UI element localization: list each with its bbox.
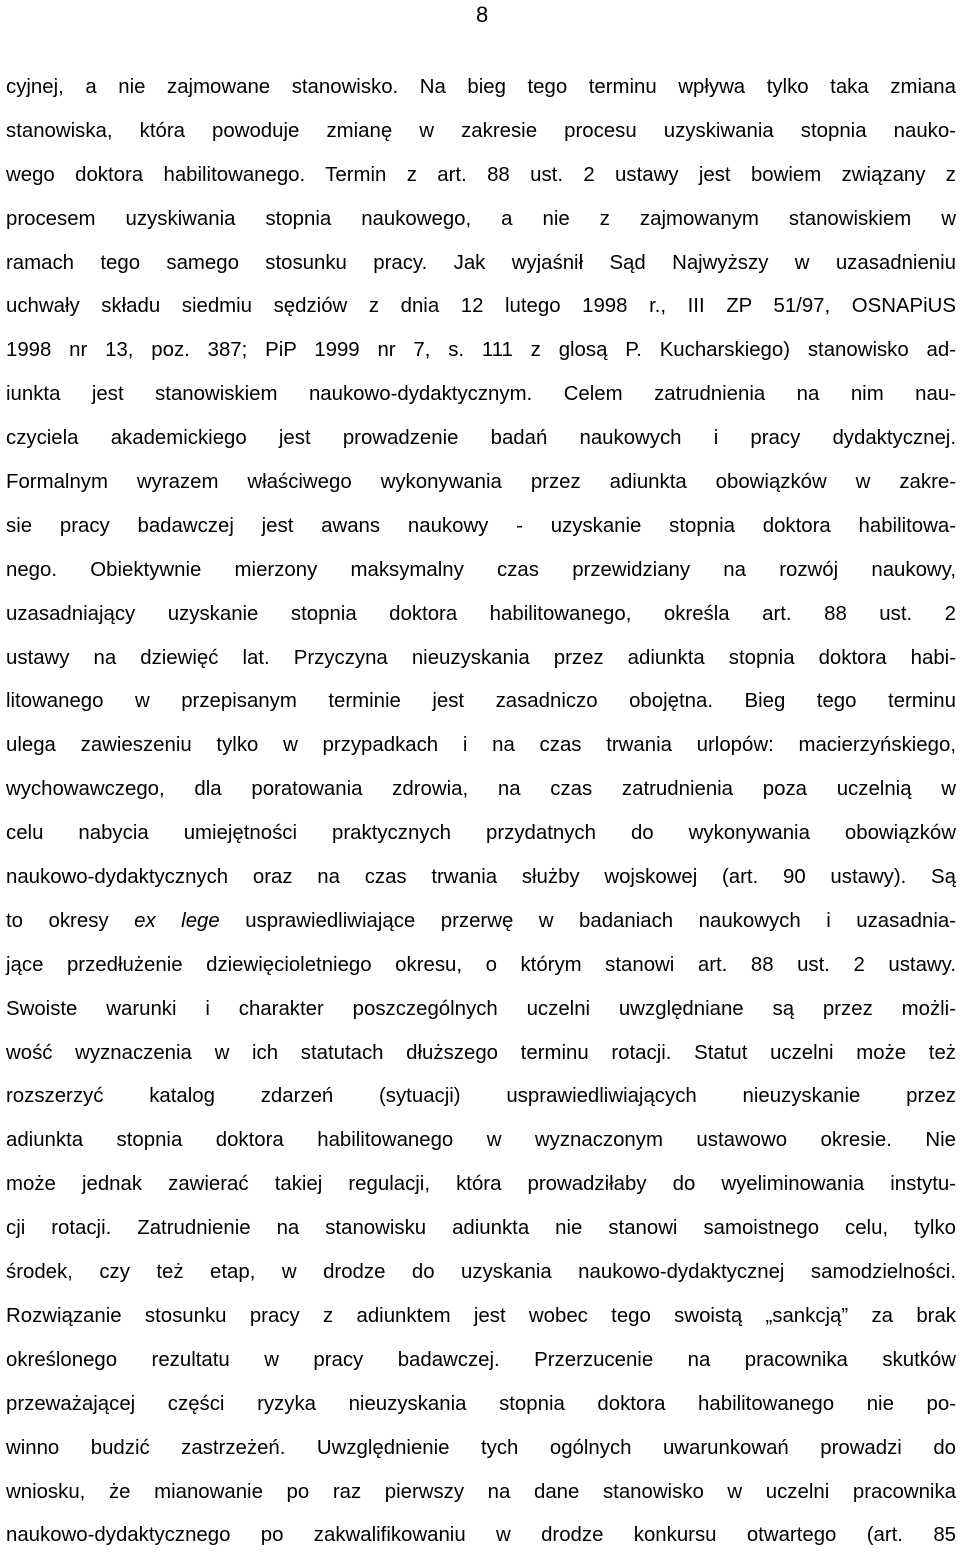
text-line: przeważającej części ryzyka nieuzyskania stopnia doktora habilitowanego nie po- bbox=[6, 1392, 956, 1415]
text-line: określonego rezultatu w pracy badawczej. Przerzucenie na pracownika skutków bbox=[6, 1348, 956, 1371]
text-fragment: usprawiedliwiające przerwę w badaniach naukowych i uzasadnia- bbox=[219, 909, 956, 932]
text-line: litowanego w przepisanym terminie jest zasadniczo obojętna. Bieg tego terminu bbox=[6, 690, 956, 713]
page-number: 8 bbox=[476, 2, 489, 27]
text-line bbox=[6, 900, 956, 944]
text-line: naukowo-dydaktycznych oraz na czas trwania służby wojskowej (art. 90 ustawy). Są bbox=[6, 866, 956, 889]
text-line: 1998 nr 13, poz. 387; PiP 1999 nr 7, s. 111 z glosą P. Kucharskiego) stanowisko ad- bbox=[6, 339, 956, 362]
text-line: uchwały składu siedmiu sędziów z dnia 12 lutego 1998 r., III ZP 51/97, OSNAPiUS bbox=[6, 295, 956, 318]
text-fragment: to okresy bbox=[6, 909, 135, 932]
text-line: Swoiste warunki i charakter poszczególnych uczelni uwzględniane są przez możli- bbox=[6, 997, 956, 1020]
text-line: może jednak zawierać takiej regulacji, która prowadziłaby do wyeliminowania instytu- bbox=[6, 1173, 956, 1196]
text-line: wniosku, że mianowanie po raz pierwszy na dane stanowisko w uczelni pracownika bbox=[6, 1480, 956, 1503]
text-line: sie pracy badawczej jest awans naukowy - uzyskanie stopnia doktora habilitowa- bbox=[6, 514, 956, 537]
text-line: wychowawczego, dla poratowania zdrowia, na czas zatrudnienia poza uczelnią w bbox=[6, 778, 956, 801]
text-line: Formalnym wyrazem właściwego wykonywania przez adiunkta obowiązków w zakre- bbox=[6, 471, 956, 494]
text-line: winno budzić zastrzeżeń. Uwzględnienie tych ogólnych uwarunkowań prowadzi do bbox=[6, 1436, 956, 1459]
text-line: uzasadniający uzyskanie stopnia doktora habilitowanego, określa art. 88 ust. 2 bbox=[6, 602, 956, 625]
text-line: stanowiska, która powoduje zmianę w zakresie procesu uzyskiwania stopnia nauko- bbox=[6, 119, 956, 142]
text-line: środek, czy też etap, w drodze do uzyskania naukowo-dydaktycznej samodzielności. bbox=[6, 1261, 956, 1284]
text-line: ustawy na dziewięć lat. Przyczyna nieuzyskania przez adiunkta stopnia doktora habi- bbox=[6, 646, 956, 669]
text-line: czyciela akademickiego jest prowadzenie badań naukowych i pracy dydaktycznej. bbox=[6, 427, 956, 450]
text-line: Rozwiązanie stosunku pracy z adiunktem jest wobec tego swoistą „sankcją” za brak bbox=[6, 1304, 956, 1327]
text-line: cyjnej, a nie zajmowane stanowisko. Na bieg tego terminu wpływa tylko taka zmiana bbox=[6, 76, 956, 98]
italic-phrase: ex lege bbox=[134, 909, 220, 932]
text-line: wego doktora habilitowanego. Termin z art. 88 ust. 2 ustawy jest bowiem związany z bbox=[6, 163, 956, 186]
text-line: adiunkta stopnia doktora habilitowanego w wyznaczonym ustawowo okresie. Nie bbox=[6, 1129, 956, 1152]
text-line: procesem uzyskiwania stopnia naukowego, a nie z zajmowanym stanowiskiem w bbox=[6, 207, 956, 230]
text-line: ramach tego samego stosunku pracy. Jak wyjaśnił Sąd Najwyższy w uzasadnieniu bbox=[6, 251, 956, 274]
text-line: jące przedłużenie dziewięcioletniego okresu, o którym stanowi art. 88 ust. 2 ustawy. bbox=[6, 953, 956, 976]
text-line: celu nabycia umiejętności praktycznych przydatnych do wykonywania obowiązków bbox=[6, 822, 956, 845]
text-line: iunkta jest stanowiskiem naukowo-dydaktycznym. Celem zatrudnienia na nim nau- bbox=[6, 383, 956, 406]
text-line: cji rotacji. Zatrudnienie na stanowisku adiunkta nie stanowi samoistnego celu, tylko bbox=[6, 1217, 956, 1240]
text-line: ulega zawieszeniu tylko w przypadkach i na czas trwania urlopów: macierzyńskiego, bbox=[6, 734, 956, 757]
document-body bbox=[6, 66, 956, 1558]
text-line: rozszerzyć katalog zdarzeń (sytuacji) usprawiedliwiających nieuzyskanie przez bbox=[6, 1085, 956, 1108]
text-line: naukowo-dydaktycznego po zakwalifikowaniu w drodze konkursu otwartego (art. 85 bbox=[6, 1524, 956, 1547]
text-line: wość wyznaczenia w ich statutach dłuższego terminu rotacji. Statut uczelni może też bbox=[6, 1041, 956, 1064]
text-line: nego. Obiektywnie mierzony maksymalny czas przewidziany na rozwój naukowy, bbox=[6, 558, 956, 581]
